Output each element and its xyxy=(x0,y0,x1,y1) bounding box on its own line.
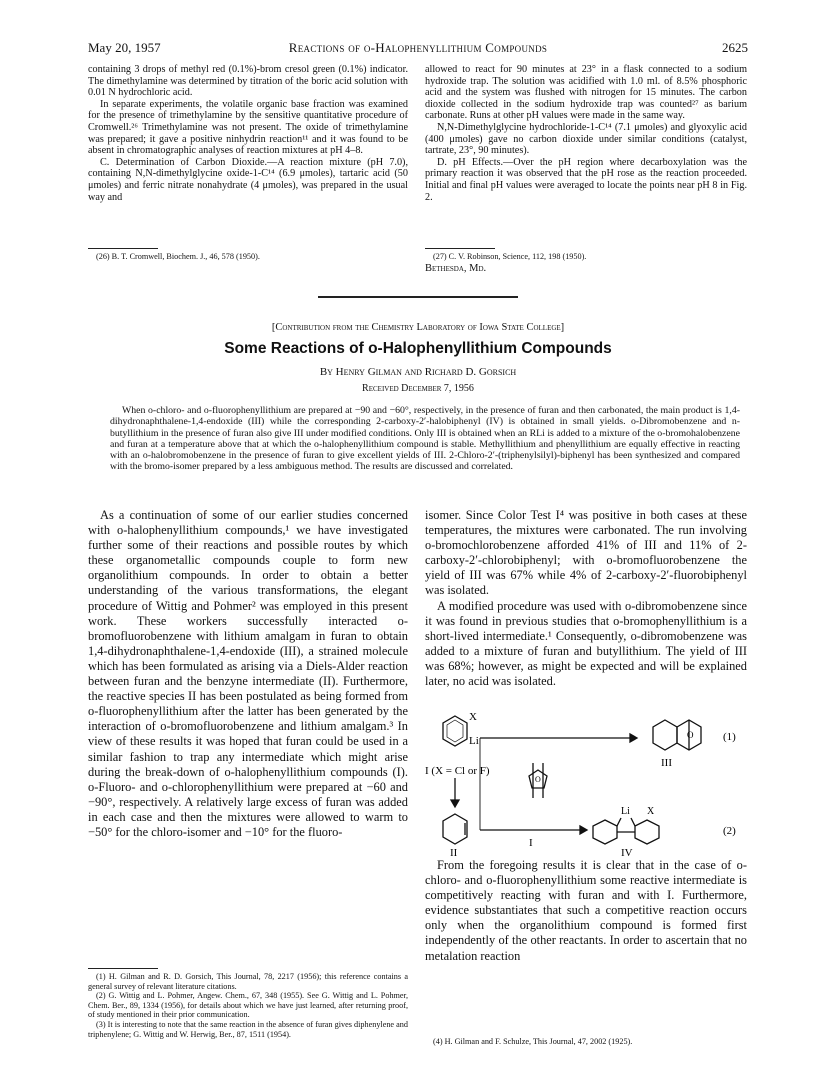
article-authors: By Henry Gilman and Richard D. Gorsich xyxy=(319,366,517,378)
label-iv: IV xyxy=(621,847,633,858)
down-arrow-head xyxy=(451,800,459,807)
footnote-rule xyxy=(88,248,158,249)
furan-o-label: O xyxy=(535,775,541,784)
body-right-lower xyxy=(425,858,747,964)
arrow-head xyxy=(630,734,637,742)
footnote-rule xyxy=(88,968,158,969)
body-left-column xyxy=(88,508,408,840)
top-right-column xyxy=(425,64,747,203)
biphenyl-ring-1 xyxy=(593,820,617,844)
received-date: Received December 7, 1956 xyxy=(362,383,474,394)
label-ii: II xyxy=(450,847,458,858)
location: Bethesda, Md. xyxy=(425,262,487,274)
label-iii: III xyxy=(661,757,672,769)
header-page-number: 2625 xyxy=(722,40,748,55)
equation-1-label: (1) xyxy=(723,731,736,743)
paragraph: D. pH Effects.—Over the pH region where decarboxylation was the primary reaction it was observed that the pH rose as the reaction proceeded. Initial and final pH values were averaged to locate the points near pH 8 in Fig. 2. xyxy=(425,156,747,203)
top-right-footnote xyxy=(425,252,747,273)
footnote-rule xyxy=(425,248,495,249)
paragraph: In separate experiments, the volatile organic base fraction was examined for the presence of trimethylamine by the sensitive quantitative procedure of Cromwell.²⁶ Trimethylamine was not present. The oxide of trimethylamine was prepared; it gave a positive ninhydrin reaction¹¹ and it was found to be absent in chromatographic analyses of reaction mixtures at pH 4–8. xyxy=(88,98,408,157)
body-left-footnotes xyxy=(88,972,408,1039)
li-label: Li xyxy=(469,735,479,747)
top-left-column xyxy=(88,64,408,203)
benzene-ring-i-inner xyxy=(447,720,463,742)
footnote: (27) C. V. Robinson, Science, 112, 198 (1950). xyxy=(433,252,587,261)
product-iii-benzene xyxy=(653,720,677,750)
footnote: (1) H. Gilman and R. D. Gorsich, This Journal, 78, 2217 (1956); this reference contains a general survey of relevant literature citations. xyxy=(88,972,408,991)
product-li-label: Li xyxy=(621,806,630,817)
arrow-head xyxy=(580,826,587,834)
header-date: May 20, 1957 xyxy=(88,40,161,55)
footnote: (4) H. Gilman and F. Schulze, This Journal, 47, 2002 (1925). xyxy=(433,1037,633,1046)
paragraph: allowed to react for 90 minutes at 23° in a flask connected to a sodium hydroxide trap. The solution was acidified with 1.0 ml. of 8.5% phosphoric acid and the system was flushed with nitrogen for 15 minutes. The carbon dioxide collected in the sodium hydroxide trap was counted²⁷ as barium carbonate. Runs at other pH values were made in the same way. xyxy=(425,64,747,122)
footnote: (26) B. T. Cromwell, Biochem. J., 46, 578 (1950). xyxy=(96,252,260,261)
benzene-ring-i xyxy=(443,716,467,746)
contribution-line: [Contribution from the Chemistry Laboratory of Iowa State College] xyxy=(271,322,565,333)
start-label: I (X = Cl or F) xyxy=(425,765,490,777)
paragraph: From the foregoing results it is clear that in the case of o-chloro- and o-fluorophenyllithium some reactive intermediate is competitively reacting with furan and with I. Furthermore, evidence substantiates that such a competitive reaction occurs only when the organolithium compound is formed first independently of the other reactants. In order to ascertain that no metalation reaction xyxy=(425,858,747,963)
paragraph: containing 3 drops of methyl red (0.1%)-brom cresol green (0.1%) indicator. The dimethylamine was determined by titration of the boric acid solution with 0.01 N hydrochloric acid. xyxy=(88,64,408,99)
x-label: X xyxy=(469,711,477,723)
paragraph: A modified procedure was used with o-dibromobenzene since it was found in previous studies that o-bromophenyllithium is a short-lived intermediate.¹ Consequently, o-dibromobenzene was added to a mixture of furan and butyllithium. The yield of III was 68%; however, as might be expected and will be explained later, no acid was isolated. xyxy=(425,598,747,689)
article-title: Some Reactions of o-Halophenyllithium Compounds xyxy=(224,340,612,357)
abstract: When o-chloro- and o-fluorophenyllithium are prepared at −90 and −60°, respectively, in the presence of furan and then carbonated, the main product is 1,4-dihydronaphthalene-1,4-endoxide (III) while the corresponding 2-carboxy-2′-halobiphenyl (IV) is obtained in small yields. o-Dibromobenzene and n-butyllithium in the presence of furan also give III under modified conditions. Only III is obtained when an RLi is added to a mixture of the o-bromohalobenzene and furan at a temperature above that at which the o-halophenyllithium compound is stable. Methyllithium and phenyllithium are equally effective in reacting with an o-halobromobenzene in the presence of furan to give excellent yields of III. 2-Chloro-2′-(triphenylsilyl)-biphenyl has been synthesized and compared with the bromo-isomer prepared by a less ambiguous method. The results are discussed and correlated. xyxy=(110,405,740,473)
paragraph: isomer. Since Color Test I⁴ was positive in both cases at these temperatures, the mixtures were carbonated. The run involving o-bromochlorobenzene afforded 41% of III and 11% of 2-carboxy-2′-chlorobiphenyl; with o-bromofluorobenzene the yield of III was 67% while 4% of 2-carboxy-2′-fluorobiphenyl was isolated. xyxy=(425,508,747,598)
footnote: (2) G. Wittig and L. Pohmer, Angew. Chem., 67, 348 (1955). See G. Wittig and L. Pohmer, Chem. Ber., 89, 1334 (1956), for details about which we have just learned, after returning proof, of study mentioned in their prior communication. xyxy=(88,991,408,1020)
header-running-title: Reactions of o-Halophenyllithium Compounds xyxy=(288,40,548,55)
footnote: (3) It is interesting to note that the same reaction in the absence of furan gives diphenylene and triphenylene; G. Wittig and W. Herwig, Ber., 87, 1511 (1954). xyxy=(88,1019,408,1039)
reaction-scheme xyxy=(425,708,747,858)
paragraph: C. Determination of Carbon Dioxide.—A reaction mixture (pH 7.0), containing N,N-dimethylglycine oxide-1-C¹⁴ (6.9 μmoles), tartaric acid (50 μmoles) and ferric nitrate nonahydrate (4 μmoles), was prepared in the usual way and xyxy=(88,156,408,203)
paragraph: As a continuation of some of our earlier studies concerned with o-halophenyllithium compounds,¹ we have investigated further some of their reactions and possible routes by which these organometallic compounds couple to form new organolithium compounds. In order to obtain a better understanding of the various transformations, the elegant procedure of Wittig and Pohmer² was employed in this present work. These workers successfully interacted o-bromofluorobenzene with lithium amalgam in furan to obtain 1,4-dihydronaphthalene-1,4-endoxide (III), a strained molecule which has been formulated as arising via a Diels-Alder reaction between furan and the benzyne intermediate (II). Furthermore, the reactive species II has been postulated as being formed from o-fluorophenyllithium after the latter has been generated by the interaction of o-bromofluorobenzene and lithium amalgam.³ In view of these results it was hoped that furan could be used in a similar fashion to trap any intermediate which might arise during the break-down of o-halophenyllithium compounds (I). o-Fluoro- and o-chlorophenyllithium were prepared at −60 and −90°, respectively. A relatively large excess of furan was added in each case and then the mixtures were allowed to warm to −50° for the chloro-isomer and −10° for the fluoro- xyxy=(88,508,408,839)
equation-2-label: (2) xyxy=(723,825,736,837)
body-right-column xyxy=(425,508,747,689)
top-left-footnote xyxy=(88,252,408,262)
label-i: I xyxy=(529,837,533,849)
paragraph: N,N-Dimethylglycine hydrochloride-1-C¹⁴ (7.1 μmoles) and glyoxylic acid (400 μmoles) gave no carbon dioxide under similar conditions (catalyst, tartrate, 23°, 90 minutes). xyxy=(425,121,747,157)
x-bond xyxy=(631,818,635,826)
section-divider xyxy=(318,296,518,298)
biphenyl-ring-2 xyxy=(635,820,659,844)
product-x-label: X xyxy=(647,806,655,817)
li-bond xyxy=(617,818,621,826)
body-right-footnote xyxy=(425,1037,747,1047)
product-o-label: O xyxy=(687,730,694,740)
benzyne-ring-ii xyxy=(443,814,467,844)
